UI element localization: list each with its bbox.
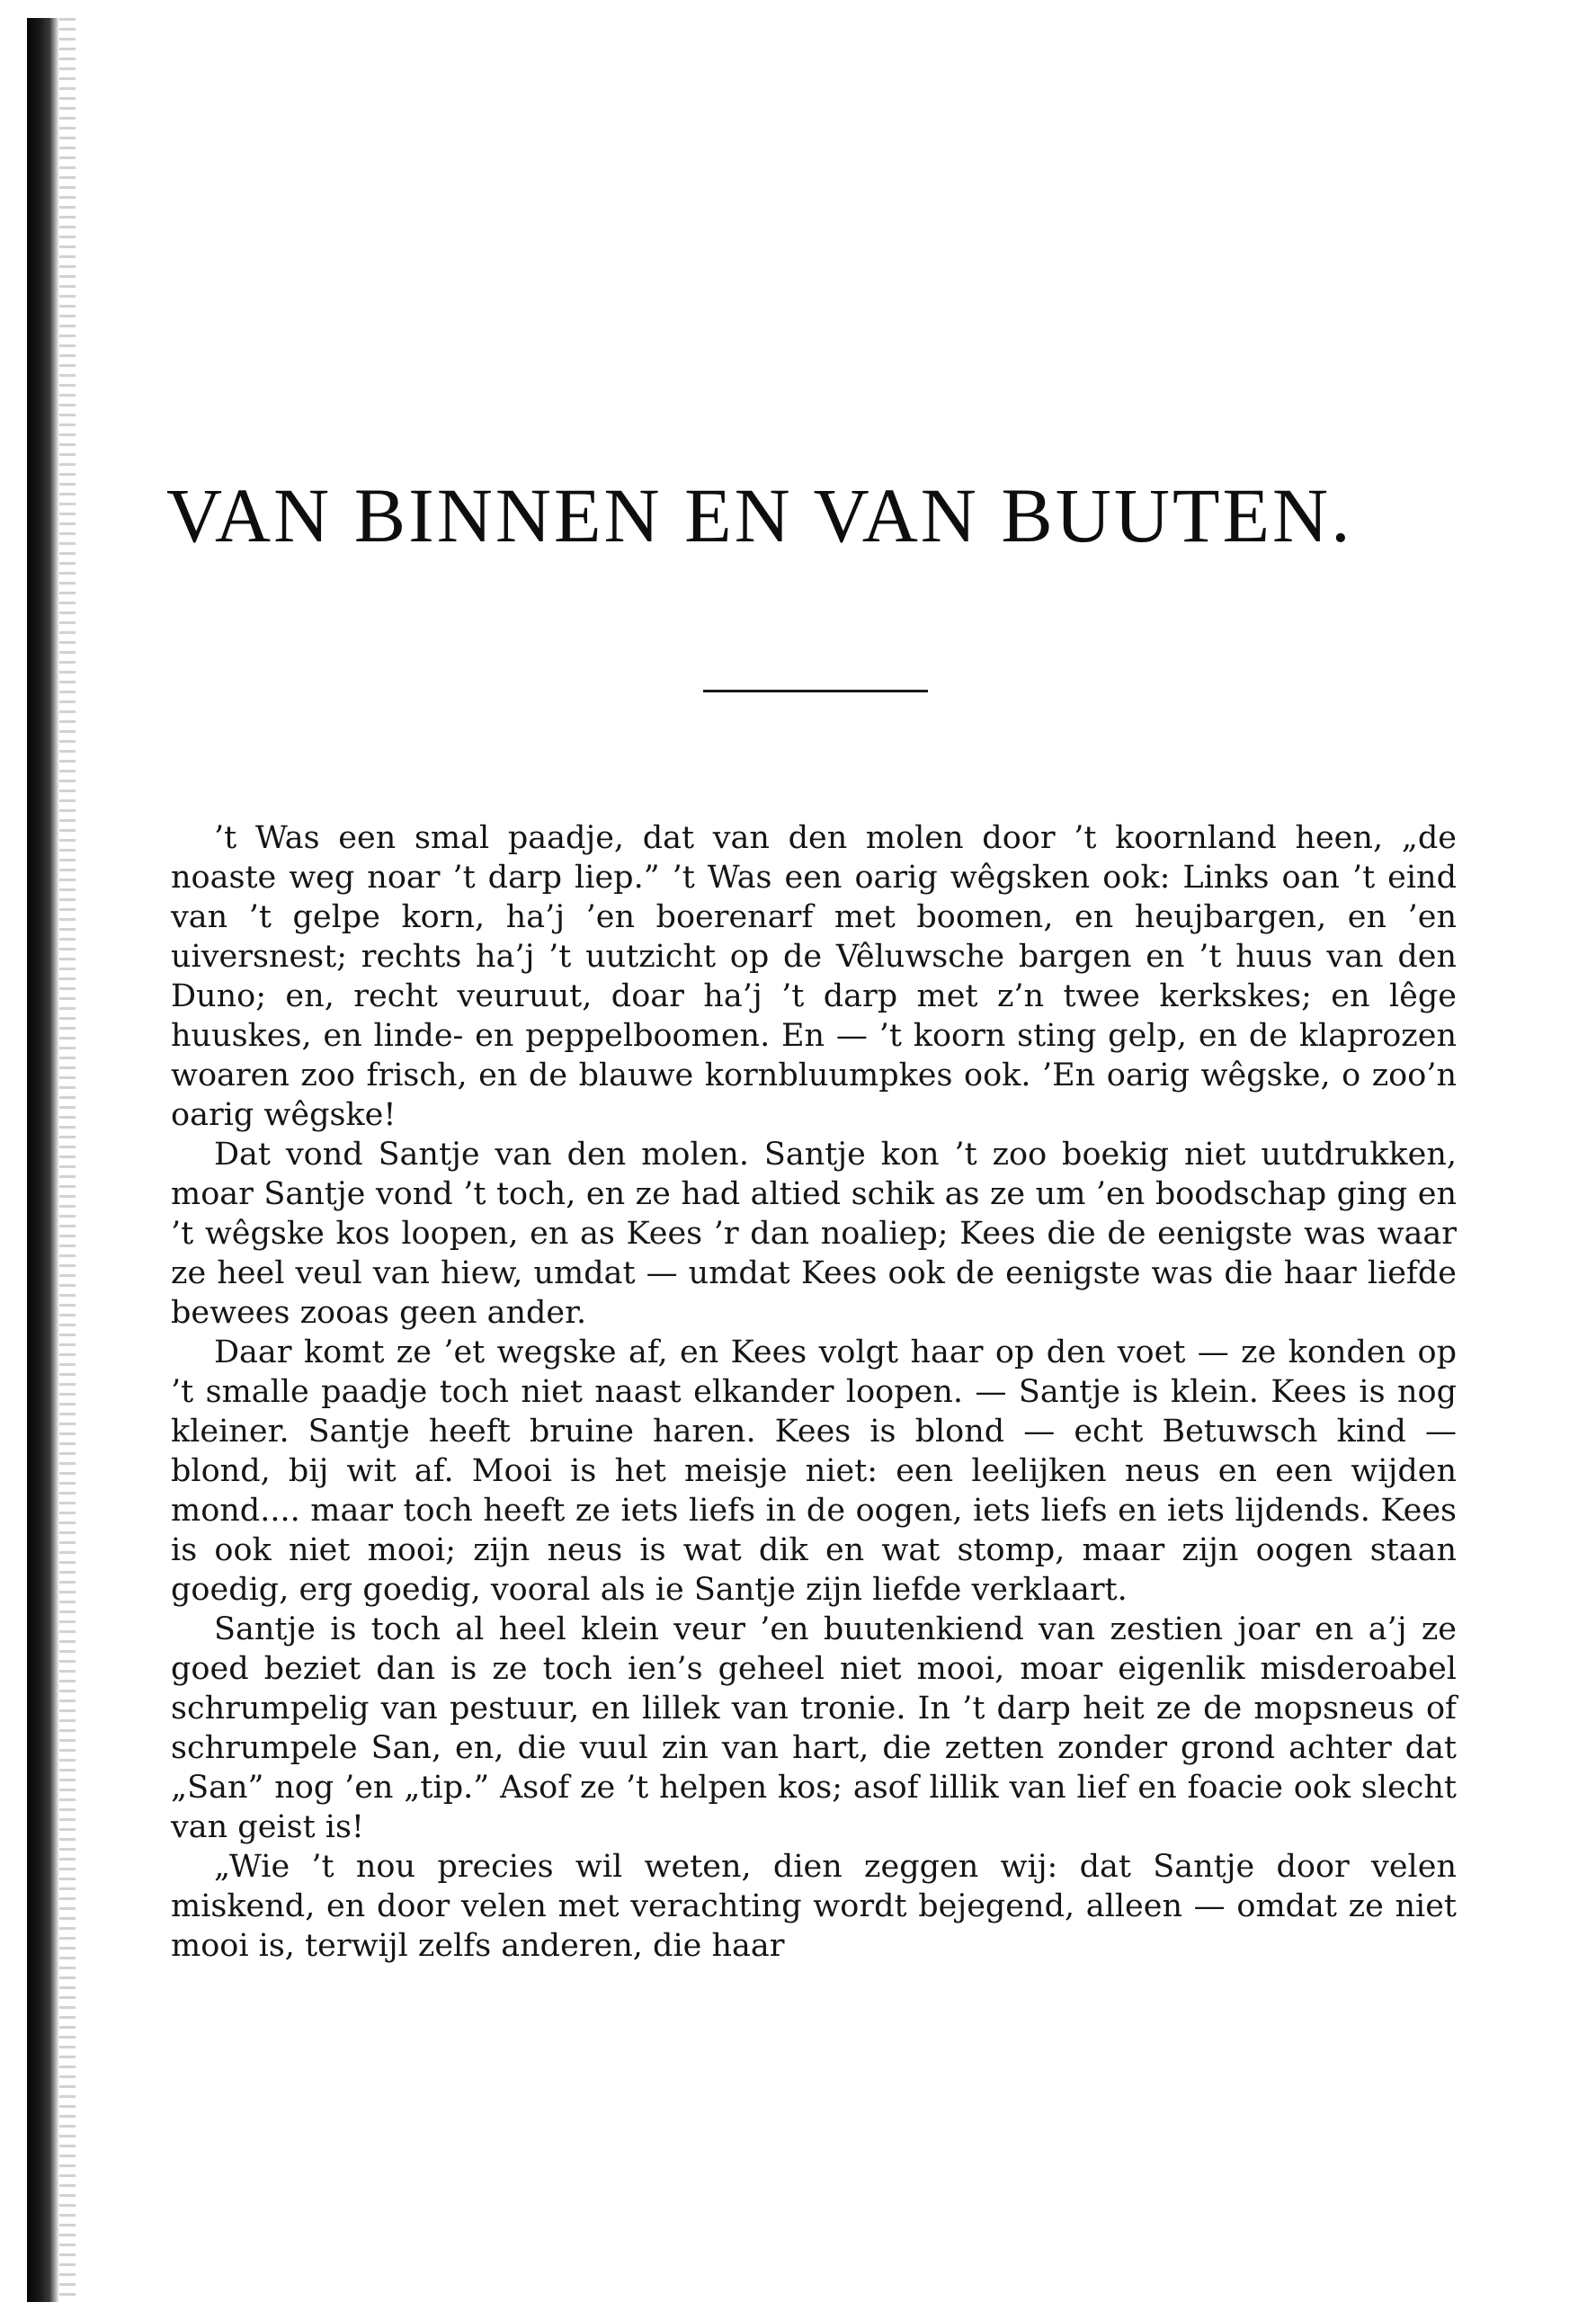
- paragraph-5: „Wie ’t nou precies wil weten, dien zeggen wij: dat Santje door velen miskend, en door velen met verachting wordt bejegend, alleen — omdat ze niet mooi is, terwijl zelfs anderen, die haar: [171, 1849, 1457, 1964]
- page-binding-shadow: [59, 18, 76, 2302]
- paragraph-1: ’t Was een smal paadje, dat van den molen door ’t koornland heen, „de noaste weg noar ’t darp liep.” ’t Was een oarig wêgsken ook: Links oan ’t eind van ’t gelpe korn, ha’j ’en boerenarf met boomen, en heujbargen, en ’en uiversnest; rechts ha’j ’t uutzicht op de Vêluwsche bargen en ’t huus van den Duno; en, recht veuruut, doar ha’j ’t darp met z’n twee kerkskes; en lêge huuskes, en linde- en peppelboomen. En — ’t koorn sting gelp, en de klaprozen woaren zoo frisch, en de blauwe kornbluumpkes ook. ’En oarig wêgske, o zoo’n oarig wêgske!: [171, 820, 1457, 1133]
- paragraph-4: Santje is toch al heel klein veur ’en buutenkiend van zestien joar en a’j ze goed beziet dan is ze toch ien’s geheel niet mooi, moar eigenlik misderoabel schrumpelig van pestuur, en lillek van tronie. In ’t darp heit ze de mopsneus of schrumpele San, en, die vuul zin van hart, die zetten zonder grond achter dat „San” nog ’en „tip.” Asof ze ’t helpen kos; asof lillik van lief en foacie ook slecht van geist is!: [171, 1611, 1457, 1845]
- chapter-title: VAN BINNEN EN VAN BUUTEN.: [166, 472, 1353, 558]
- chapter-body: [171, 818, 1457, 1966]
- paragraph-2: Dat vond Santje van den molen. Santje kon ’t zoo boekig niet uutdrukken, moar Santje vond ’t toch, en ze had altied schik as ze um ’en boodschap ging en ’t wêgske kos loopen, en as Kees ’r dan noaliep; Kees die de eenigste was waar ze heel veul van hiew, umdat — umdat Kees ook de eenigste was die haar liefde bewees zooas geen ander.: [171, 1137, 1457, 1331]
- page-binding-edge: [27, 18, 59, 2302]
- paragraph-3: Daar komt ze ’et wegske af, en Kees volgt haar op den voet — ze konden op ’t smalle paadje toch niet naast elkander loopen. — Santje is klein. Kees is nog kleiner. Santje heeft bruine haren. Kees is blond — echt Betuwsch kind — blond, bij wit af. Mooi is het meisje niet: een leelijken neus en een wijden mond.... maar toch heeft ze iets liefs in de oogen, iets liefs en iets lijdends. Kees is ook niet mooi; zijn neus is wat dik en wat stomp, maar zijn oogen staan goedig, erg goedig, vooral als ie Santje zijn liefde verklaart.: [171, 1334, 1457, 1608]
- title-divider: [703, 690, 928, 692]
